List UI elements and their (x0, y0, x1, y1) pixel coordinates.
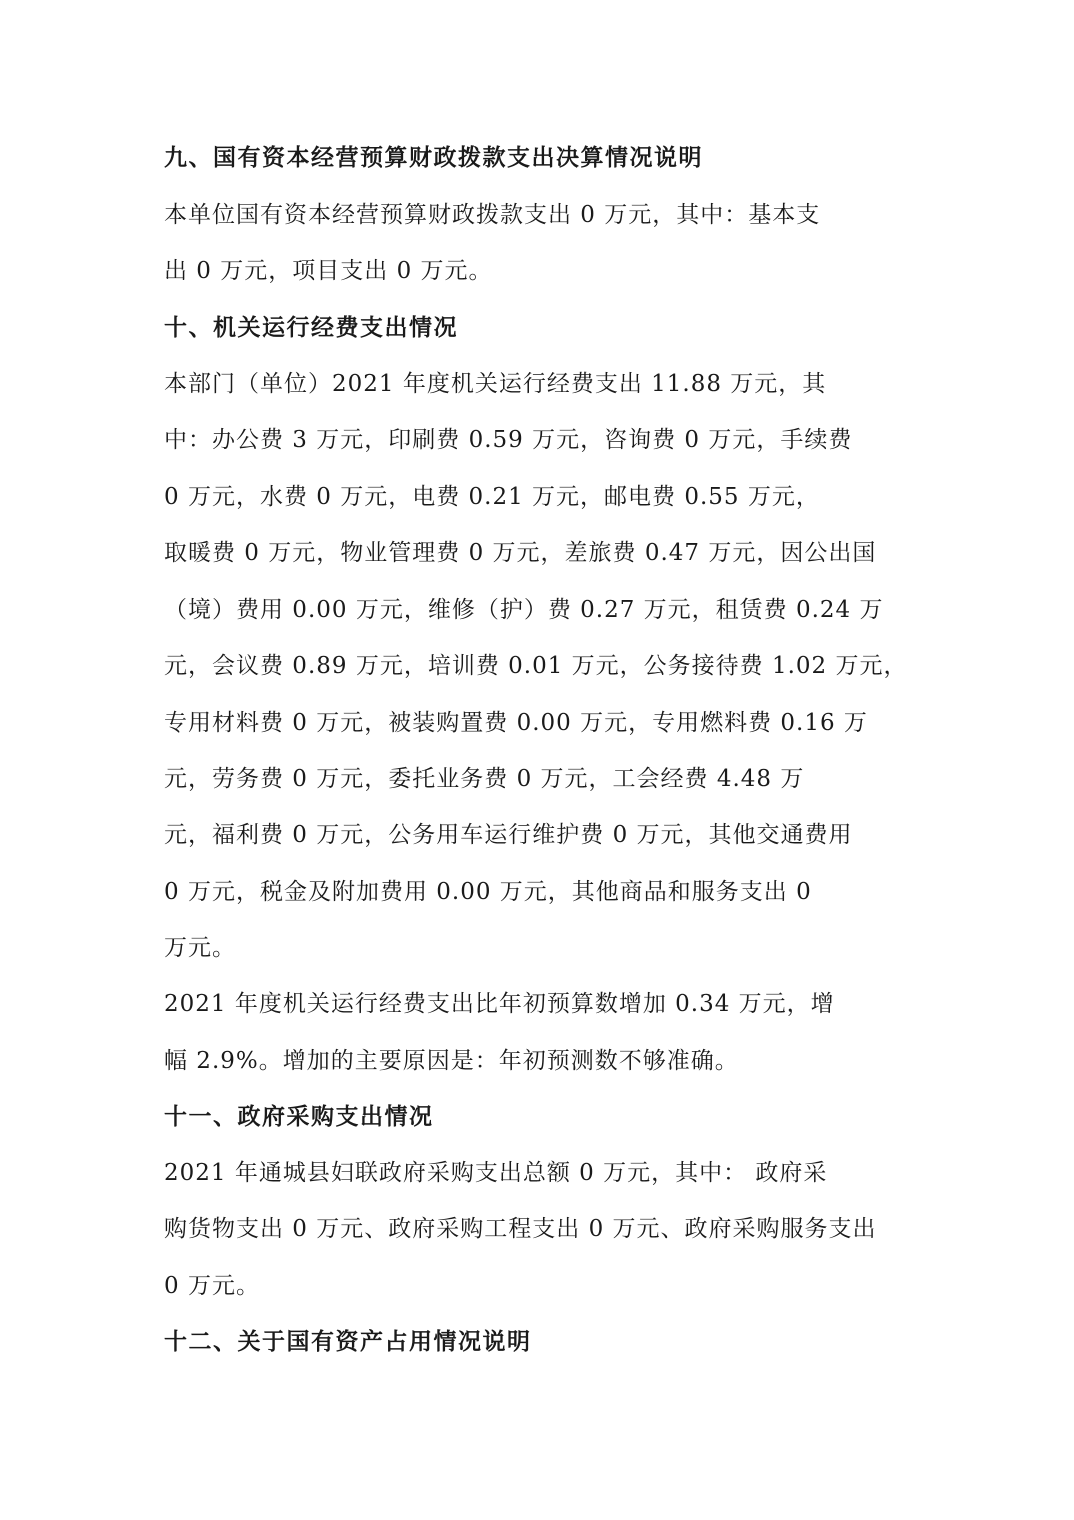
section-11-heading: 十一、政府采购支出情况 (164, 1104, 434, 1130)
section-10-text-line-12: 2021 年度机关运行经费支出比年初预算数增加 0.34 万元，增 (164, 991, 835, 1017)
section-12-heading: 十二、关于国有资产占用情况说明 (164, 1329, 532, 1355)
section-10-text-line-3: 0 万元，水费 0 万元，电费 0.21 万元，邮电费 0.55 万元， (164, 484, 820, 510)
section-11-text-line-2: 购货物支出 0 万元、政府采购工程支出 0 万元、政府采购服务支出 (164, 1216, 877, 1242)
section-9-text-line-1: 本单位国有资本经营预算财政拨款支出 0 万元，其中：基本支 (164, 202, 821, 228)
section-10-text-line-6: 元，会议费 0.89 万元，培训费 0.01 万元，公务接待费 1.02 万元， (164, 653, 908, 679)
section-10-text-line-7: 专用材料费 0 万元，被装购置费 0.00 万元，专用燃料费 0.16 万 (164, 710, 868, 736)
section-10-text-line-8: 元，劳务费 0 万元，委托业务费 0 万元，工会经费 4.48 万 (164, 766, 805, 792)
section-10-text-line-9: 元，福利费 0 万元，公务用车运行维护费 0 万元，其他交通费用 (164, 822, 853, 848)
section-10-text-line-5: （境）费用 0.00 万元，维修（护）费 0.27 万元，租赁费 0.24 万 (164, 597, 884, 623)
section-9-text-line-2: 出 0 万元，项目支出 0 万元。 (164, 258, 493, 284)
section-10-text-line-10: 0 万元，税金及附加费用 0.00 万元，其他商品和服务支出 0 (164, 879, 812, 905)
section-10-text-line-2: 中：办公费 3 万元，印刷费 0.59 万元，咨询费 0 万元，手续费 (164, 427, 853, 453)
section-11-text-line-3: 0 万元。 (164, 1273, 260, 1299)
section-10-text-line-4: 取暖费 0 万元，物业管理费 0 万元，差旅费 0.47 万元，因公出国 (164, 540, 877, 566)
section-10-text-line-11: 万元。 (164, 935, 236, 961)
section-10-heading: 十、机关运行经费支出情况 (164, 315, 458, 341)
section-9-heading: 九、国有资本经营预算财政拨款支出决算情况说明 (164, 145, 703, 171)
section-10-text-line-13: 幅 2.9%。增加的主要原因是：年初预测数不够准确。 (164, 1048, 739, 1074)
section-11-text-line-1: 2021 年通城县妇联政府采购支出总额 0 万元，其中： 政府采 (164, 1160, 828, 1186)
section-10-text-line-1: 本部门（单位）2021 年度机关运行经费支出 11.88 万元，其 (164, 371, 827, 397)
